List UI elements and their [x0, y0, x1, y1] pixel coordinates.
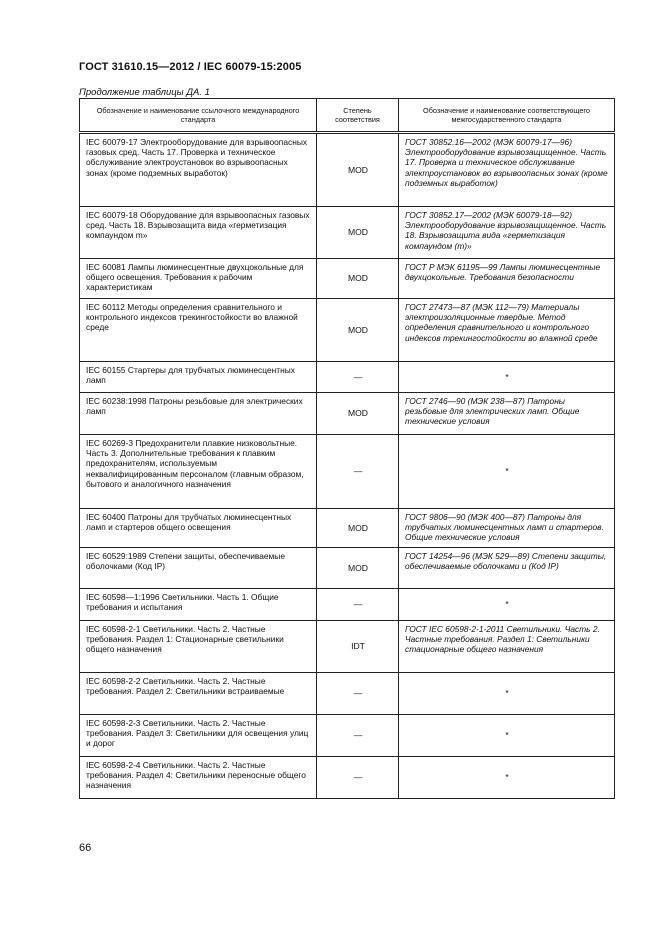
- degree-cell: MOD: [317, 207, 399, 259]
- interstate-standard-cell: ГОСТ 14254—96 (МЭК 529—89) Степени защиты, обеспечиваемые оболочками и (Код IP): [399, 548, 615, 589]
- table-row: [80, 673, 615, 715]
- international-standard-cell: IEC 60598-2-1 Светильники. Часть 2. Частные требования. Раздел 1: Стационарные светильники общего назначения: [80, 621, 317, 673]
- column-header-interstate: Обозначение и наименование соответствующего межгосударственного стандарта: [399, 99, 615, 133]
- degree-cell: IDT: [317, 621, 399, 673]
- column-header-degree: Степень соответствия: [317, 99, 399, 133]
- interstate-standard-cell: ГОСТ Р МЭК 61195—99 Лампы люминесцентные двухцокольные. Требования безопасности: [399, 259, 615, 299]
- degree-cell: MOD: [317, 509, 399, 548]
- table-row: [80, 393, 615, 435]
- international-standard-cell: IEC 60598-2-2 Светильники. Часть 2. Частные требования. Раздел 2: Светильники встраиваемые: [80, 673, 317, 715]
- degree-cell: —: [317, 673, 399, 715]
- degree-cell: —: [317, 362, 399, 393]
- page-number: 66: [79, 842, 92, 854]
- international-standard-cell: IEC 60079-17 Электрооборудование для взрывоопасных газовых сред. Часть 17. Проверка и техническое обслуживание электроустановок во взрывоопасных зонах (кроме подземных выработок): [80, 133, 317, 207]
- degree-cell: —: [317, 715, 399, 757]
- international-standard-cell: IEC 60079-18 Оборудование для взрывоопасных газовых сред. Часть 18. Взрывозащита вида «герметизация компаундом m»: [80, 207, 317, 259]
- table-header-row: [80, 99, 615, 133]
- table-row: [80, 362, 615, 393]
- degree-cell: MOD: [317, 133, 399, 207]
- degree-cell: MOD: [317, 259, 399, 299]
- international-standard-cell: IEC 60400 Патроны для трубчатых люминесцентных ламп и стартеров общего освещения: [80, 509, 317, 548]
- international-standard-cell: IEC 60598—1:1996 Светильники. Часть 1. Общие требования и испытания: [80, 589, 317, 621]
- interstate-standard-cell: ГОСТ 27473—87 (МЭК 112—79) Материалы электроизоляционные твердые. Метод определения сравнительного и контрольного индексов трекингостойкости во влажной среде: [399, 299, 615, 362]
- interstate-standard-cell: *: [399, 362, 615, 393]
- interstate-standard-cell: *: [399, 435, 615, 509]
- degree-cell: —: [317, 435, 399, 509]
- table-row: [80, 757, 615, 799]
- table-row: [80, 715, 615, 757]
- table-row: [80, 259, 615, 299]
- degree-cell: MOD: [317, 393, 399, 435]
- degree-cell: —: [317, 589, 399, 621]
- international-standard-cell: IEC 60598-2-3 Светильники. Часть 2. Частные требования. Раздел 3: Светильники для освещения улиц и дорог: [80, 715, 317, 757]
- table-row: [80, 299, 615, 362]
- degree-cell: MOD: [317, 548, 399, 589]
- interstate-standard-cell: *: [399, 589, 615, 621]
- interstate-standard-cell: *: [399, 757, 615, 799]
- column-header-international: Обозначение и наименование ссылочного международного стандарта: [80, 99, 317, 133]
- international-standard-cell: IEC 60598-2-4 Светильники. Часть 2. Частные требования. Раздел 4: Светильники переносные общего назначения: [80, 757, 317, 799]
- standards-table: [79, 98, 615, 799]
- interstate-standard-cell: ГОСТ 30852.16—2002 (МЭК 60079-17—96) Электрооборудование взрывозащищенное. Часть 17. Проверка и техническое обслуживание электроустановок во взрывоопасных зонах (кроме подземных выработок): [399, 133, 615, 207]
- document-header: ГОСТ 31610.15—2012 / IEC 60079-15:2005: [79, 61, 302, 73]
- degree-cell: MOD: [317, 299, 399, 362]
- interstate-standard-cell: ГОСТ IEC 60598-2-1-2011 Светильники. Часть 2. Частные требования. Раздел 1: Светильники стационарные общего назначения: [399, 621, 615, 673]
- international-standard-cell: IEC 60238:1998 Патроны резьбовые для электрических ламп: [80, 393, 317, 435]
- table-row: [80, 133, 615, 207]
- international-standard-cell: IEC 60081 Лампы люминесцентные двухцокольные для общего освещения. Требования к рабочим характеристикам: [80, 259, 317, 299]
- table-row: [80, 589, 615, 621]
- international-standard-cell: IEC 60529:1989 Степени защиты, обеспечиваемые оболочками (Код IP): [80, 548, 317, 589]
- table-row: [80, 207, 615, 259]
- degree-cell: —: [317, 757, 399, 799]
- interstate-standard-cell: *: [399, 715, 615, 757]
- interstate-standard-cell: ГОСТ 2746—90 (МЭК 238—87) Патроны резьбовые для электрических ламп. Общие технические условия: [399, 393, 615, 435]
- table-row: [80, 548, 615, 589]
- table-row: [80, 509, 615, 548]
- international-standard-cell: IEC 60269-3 Предохранители плавкие низковольтные. Часть 3. Дополнительные требования к плавким предохранителям, используемым неквалифицированным персоналом (главным образом, бытового и аналогичного назначения: [80, 435, 317, 509]
- international-standard-cell: IEC 60155 Стартеры для трубчатых люминесцентных ламп: [80, 362, 317, 393]
- table-caption: Продолжение таблицы ДА. 1: [79, 87, 210, 98]
- interstate-standard-cell: *: [399, 673, 615, 715]
- interstate-standard-cell: ГОСТ 30852.17—2002 (МЭК 60079-18—92) Электрооборудование взрывозащищенное. Часть 18. Взрывозащита вида «герметизация компаундом (m)»: [399, 207, 615, 259]
- table-row: [80, 621, 615, 673]
- table-row: [80, 435, 615, 509]
- interstate-standard-cell: ГОСТ 9806—90 (МЭК 400—87) Патроны для трубчатых люминесцентных ламп и стартеров. Общие технические условия: [399, 509, 615, 548]
- international-standard-cell: IEC 60112 Методы определения сравнительного и контрольного индексов трекингостойкости во влажной среде: [80, 299, 317, 362]
